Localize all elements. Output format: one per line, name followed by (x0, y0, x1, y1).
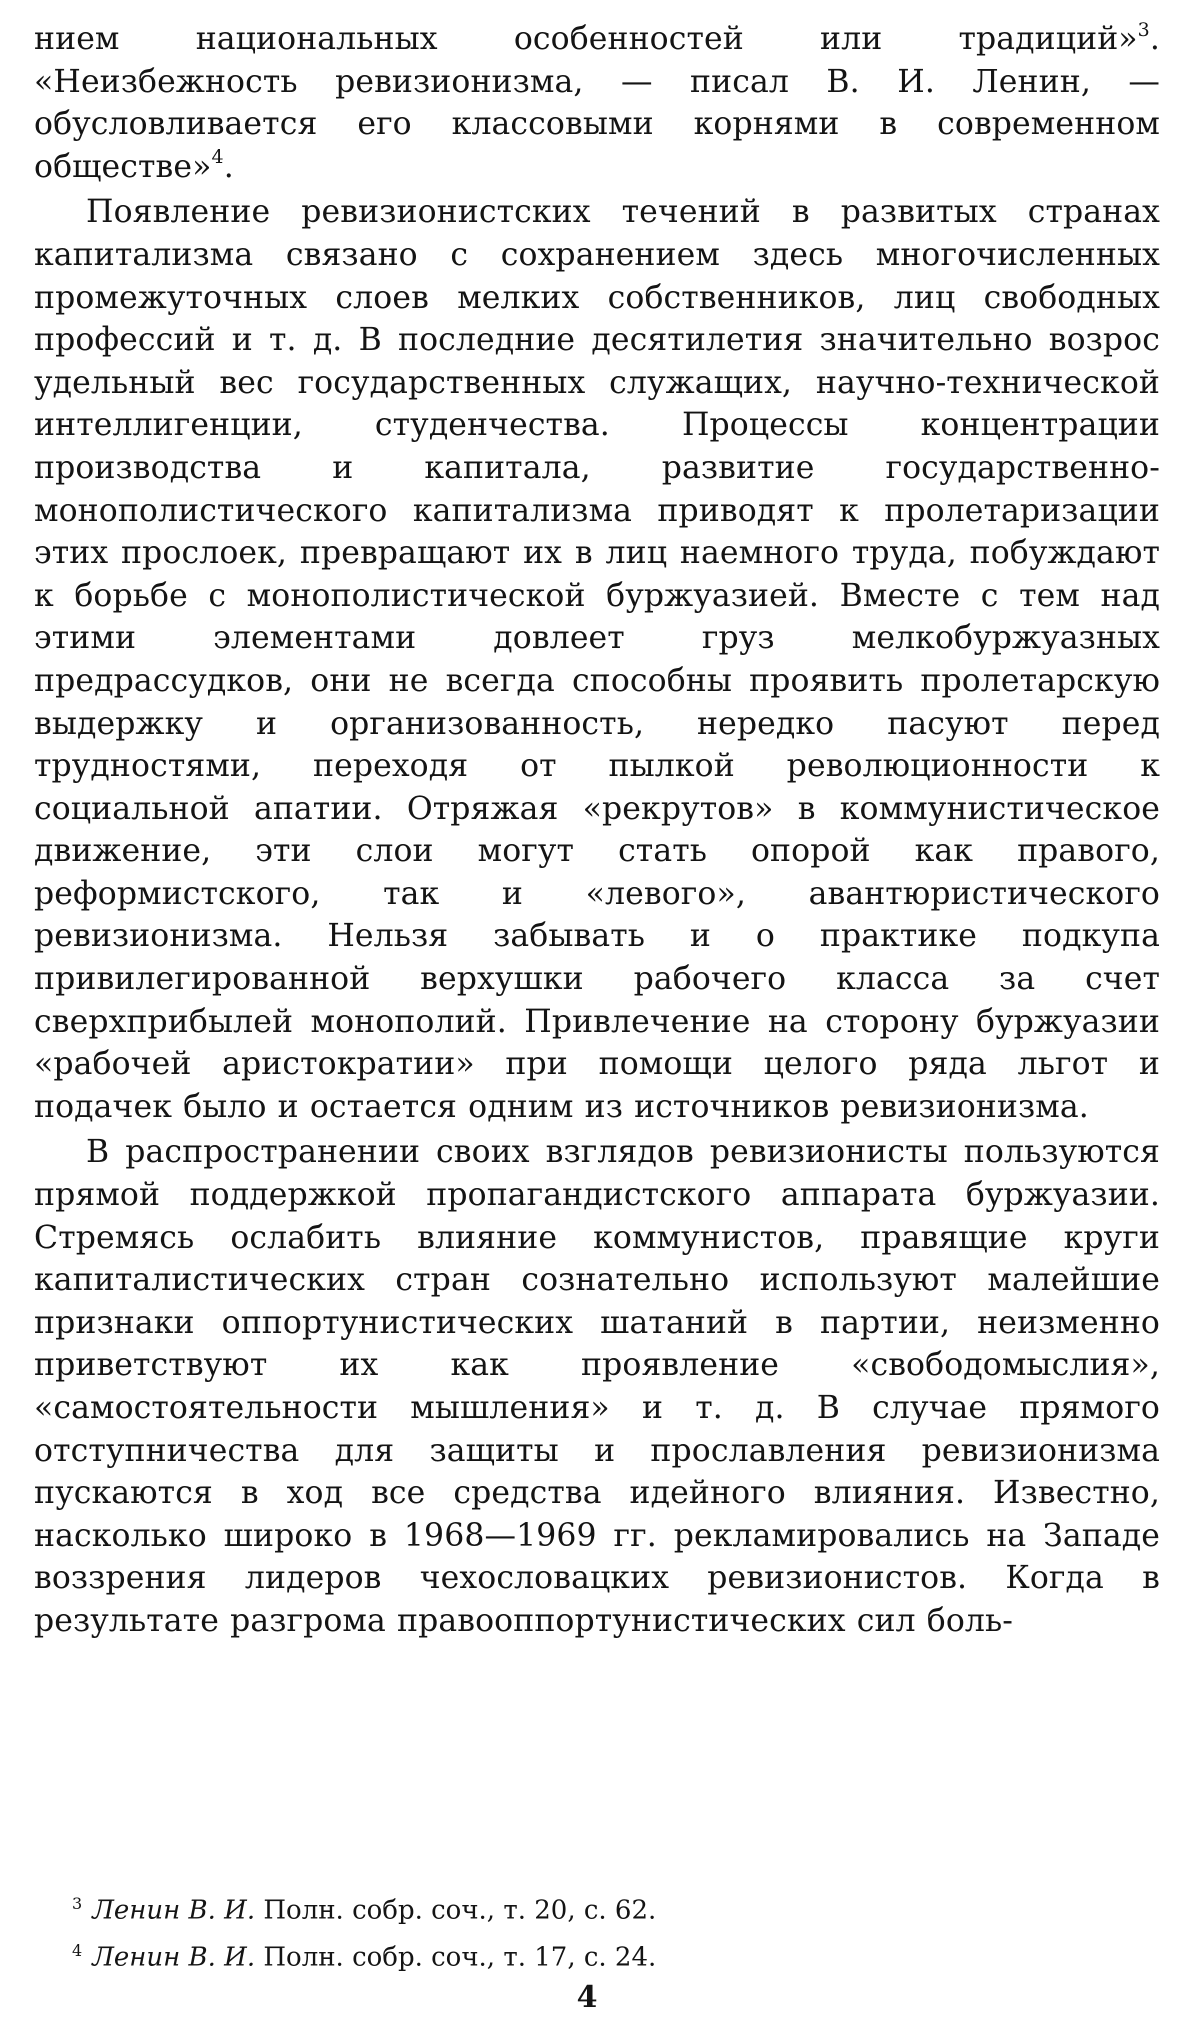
book-page (34, 18, 1160, 2018)
footnotes (72, 1884, 1072, 1977)
footnote-3 (72, 1884, 1072, 1931)
paragraph-1 (34, 18, 1160, 188)
paragraph-2 (34, 191, 1160, 1128)
footnote-ref-3[interactable]: 3 (1137, 18, 1150, 41)
footnote-author: Ленин В. И. (92, 1942, 256, 1973)
footnote-ref-4[interactable]: 4 (211, 146, 224, 169)
footnote-citation: Полн. собр. соч., т. 17, с. 24. (255, 1942, 657, 1973)
paragraph-1-text-1: нием национальных особенностей или традиций» (34, 21, 1138, 57)
main-text (34, 18, 1160, 1643)
footnote-mark: 4 (72, 1940, 83, 1960)
paragraph-3 (34, 1131, 1160, 1642)
footnote-author: Ленин В. И. (92, 1895, 256, 1926)
paragraph-2-text: Появление ревизионистских течений в развитых странах капитализма связано с сохранением здесь многочисленных промежуточных слоев мелких собственников, лиц свободных профессий и т. д. В последние десятилетия значительно возрос удельный вес государственных служащих, научно-технической интеллигенции, студенчества. Процессы концентрации производства и капитала, развитие государственно-монополистического капитализма приводят к пролетаризации этих прослоек, превращают их в лиц наемного труда, побуждают к борьбе с монополистической буржуазией. Вместе с тем над этими элементами довлеет груз мелкобуржуазных предрассудков, они не всегда способны проявить пролетарскую выдержку и организованность, нередко пасуют перед трудностями, переходя от пылкой революционности к социальной апатии. Отряжая «рекрутов» в коммунистическое движение, эти слои могут стать опорой как правого, реформистского, так и «левого», авантюристического ревизионизма. Нельзя забывать и о практике подкупа привилегированной верхушки рабочего класса за счет сверхприбылей монополий. Привлечение на сторону буржуазии «рабочей аристократии» при помощи целого ряда льгот и подачек было и остается одним из источников ревизионизма. (34, 194, 1160, 1125)
paragraph-1-text-3: . (223, 148, 234, 185)
page-number: 4 (576, 1980, 598, 2015)
footnote-mark: 3 (72, 1894, 83, 1913)
paragraph-1-text-2: . «Неизбежность ревизионизма, — писал В. И. Ленин, — обусловливается его классовыми корнями в современном обществе» (34, 21, 1160, 185)
paragraph-3-text: В распространении своих взглядов ревизионисты пользуются прямой поддержкой пропагандистского аппарата буржуазии. Стремясь ослабить влияние коммунистов, правящие круги капиталистических стран сознательно используют малейшие признаки оппортунистических шатаний в партии, неизменно приветствуют их как проявление «свободомыслия», «самостоятельности мышления» и т. д. В случае прямого отступничества для защиты и прославления ревизионизма пускаются в ход все средства идейного влияния. Известно, насколько широко в 1968—1969 гг. рекламировались на Западе воззрения лидеров чехословацких ревизионистов. Когда в результате разгрома правооппортунистических сил боль- (34, 1134, 1160, 1639)
footnote-4 (72, 1931, 1072, 1978)
footnote-citation: Полн. собр. соч., т. 20, с. 62. (255, 1895, 657, 1926)
